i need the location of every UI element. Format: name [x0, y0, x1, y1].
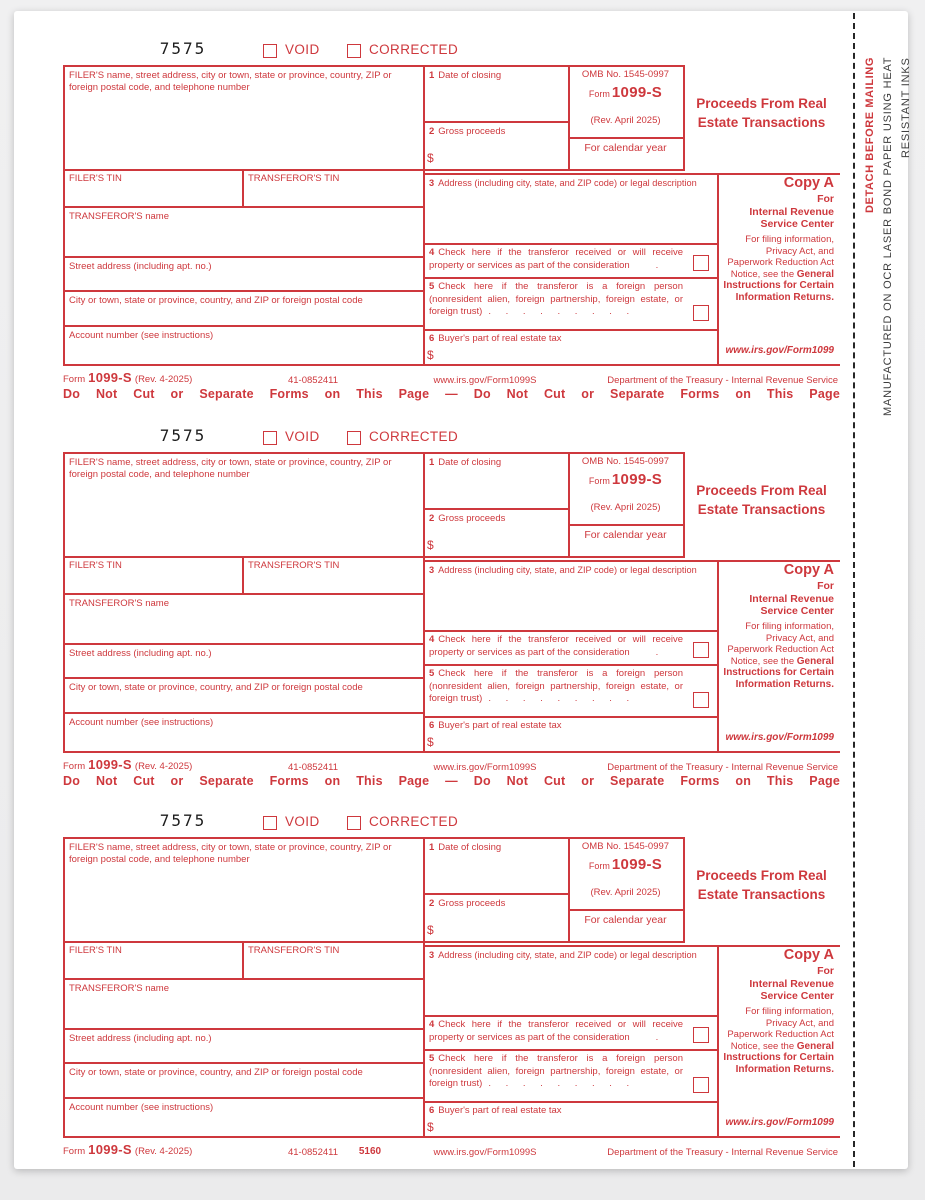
box5-foreign-person	[429, 281, 683, 319]
grid-line	[63, 256, 424, 258]
print-control-number: 7575	[159, 426, 207, 445]
box5-label: Check here if the transferor is a foreign person (nonresident alien, foreign partnership, foreign estate, or foreign trust)	[429, 1053, 683, 1089]
filer-name-field[interactable]: FILER'S name, street address, city or town, state or province, country, ZIP or foreign postal code, and telephone number	[69, 70, 392, 93]
footer-form-name: 1099-S	[88, 757, 132, 772]
box4-number: 4	[429, 247, 435, 258]
copy-a-line2: Service Center	[760, 605, 834, 617]
grid-line	[423, 277, 719, 279]
grid-line	[63, 751, 840, 753]
box1-number: 1	[429, 457, 435, 468]
footer-form-word: Form	[63, 1146, 86, 1157]
grid-line	[63, 1028, 424, 1030]
form-1099s-copy	[63, 39, 842, 409]
copy-a-recipient	[719, 580, 834, 618]
footer-print-code: 5160	[358, 1146, 382, 1157]
grid-line	[423, 121, 568, 123]
box2-label: Gross proceeds	[438, 126, 506, 137]
box4-dot-leader: .	[655, 646, 659, 658]
corrected-label: CORRECTED	[369, 814, 459, 829]
box2-label: Gross proceeds	[438, 513, 506, 524]
transferor-name-field[interactable]: TRANSFEROR'S name	[69, 983, 170, 994]
filer-name-field[interactable]: FILER'S name, street address, city or town, state or province, country, ZIP or foreign postal code, and telephone number	[69, 842, 392, 865]
copy-a-line2: Service Center	[760, 990, 834, 1002]
footer-code: 41-0852411	[287, 375, 338, 386]
box1-number: 1	[429, 70, 435, 81]
notice-bold-text: General Instructions for Certain Information Returns.	[723, 655, 834, 690]
grid-line	[63, 837, 65, 1138]
copy-a-line1: Internal Revenue	[749, 592, 834, 605]
box5-number: 5	[429, 1053, 435, 1064]
box2-dollar-sign: $	[427, 538, 434, 552]
calendar-year-field[interactable]: For calendar year	[584, 529, 667, 541]
corrected-label: CORRECTED	[369, 42, 459, 57]
box3-number: 3	[429, 565, 435, 575]
form-title: Proceeds From Real Estate Transactions	[696, 483, 827, 517]
notice-bold-text: General Instructions for Certain Information Returns.	[723, 268, 834, 303]
copy-a-for-word: For	[817, 965, 834, 977]
box4-checkbox[interactable]	[693, 1027, 709, 1043]
grid-line	[568, 137, 683, 139]
form-name-block	[570, 471, 681, 489]
box2-gross-proceeds[interactable]	[429, 898, 505, 910]
box4-label: Check here if the transferor received or will receive property or services as part of the consideration	[429, 1019, 683, 1043]
transferor-tin-field[interactable]: TRANSFEROR'S TIN	[248, 560, 340, 571]
copy-a-notice	[723, 234, 834, 304]
box6-label: Buyer's part of real estate tax	[438, 333, 562, 344]
grid-line	[242, 941, 244, 978]
copy-a-line1: Internal Revenue	[749, 205, 834, 218]
grid-line	[423, 329, 719, 331]
filer-name-field[interactable]: FILER'S name, street address, city or town, state or province, country, ZIP or foreign postal code, and telephone number	[69, 457, 392, 480]
grid-line	[423, 243, 719, 245]
grid-line	[423, 1049, 719, 1051]
form-name-block	[570, 84, 681, 102]
box3-address-field[interactable]	[429, 178, 715, 190]
box4-label: Check here if the transferor received or will receive property or services as part of the consideration	[429, 634, 683, 658]
corrected-label: CORRECTED	[369, 429, 459, 444]
box5-dot-leader: . . . . . . . . .	[488, 306, 630, 317]
calendar-year-field[interactable]: For calendar year	[584, 142, 667, 154]
box3-label: Address (including city, state, and ZIP code) or legal description	[438, 178, 697, 188]
footer-revision: (Rev. 4-2025)	[134, 761, 193, 772]
grid-line	[423, 508, 568, 510]
filer-tin-field[interactable]: FILER'S TIN	[69, 945, 122, 956]
transferor-tin-field[interactable]: TRANSFEROR'S TIN	[248, 945, 340, 956]
form-1099s-copy	[63, 811, 842, 1181]
filer-tin-field[interactable]: FILER'S TIN	[69, 560, 122, 571]
copy-a-for-word: For	[817, 580, 834, 592]
footer-form-id	[63, 757, 192, 772]
copy-a-for-word: For	[817, 193, 834, 205]
omb-number: OMB No. 1545-0997	[581, 456, 670, 467]
footer-form-name: 1099-S	[88, 1142, 132, 1157]
city-state-zip-field[interactable]: City or town, state or province, country, and ZIP or foreign postal code	[69, 295, 363, 306]
void-label: VOID	[285, 42, 320, 57]
grid-line	[63, 65, 65, 366]
transferor-name-field[interactable]: TRANSFEROR'S name	[69, 211, 170, 222]
grid-line	[63, 593, 424, 595]
copy-a-url: www.irs.gov/Form1099	[725, 345, 834, 356]
form-sheet	[14, 11, 912, 1169]
print-control-number: 7575	[159, 39, 207, 58]
box5-label: Check here if the transferor is a foreign person (nonresident alien, foreign partnership, foreign estate, or foreign trust)	[429, 668, 683, 704]
box5-number: 5	[429, 668, 435, 679]
form-word: Form	[588, 89, 610, 99]
grid-line	[242, 169, 244, 206]
box4-property-services	[429, 634, 683, 659]
box2-number: 2	[429, 513, 435, 524]
corrected-checkbox[interactable]	[347, 816, 361, 830]
grid-line	[63, 837, 685, 839]
form-word: Form	[588, 861, 610, 871]
box4-label: Check here if the transferor received or will receive property or services as part of the consideration	[429, 247, 683, 271]
form-name: 1099-S	[611, 84, 663, 101]
grid-line	[423, 716, 719, 718]
street-address-field[interactable]: Street address (including apt. no.)	[69, 261, 212, 272]
box1-label: Date of closing	[438, 457, 502, 468]
footer-form-id	[63, 1142, 192, 1157]
void-checkbox[interactable]	[263, 816, 277, 830]
footer-form-name: 1099-S	[88, 370, 132, 385]
notice-text: For filing information, Privacy Act, and Paperwork Reduction Act Notice, see the	[727, 621, 834, 667]
form-name: 1099-S	[611, 856, 663, 873]
box3-address-field[interactable]	[429, 950, 715, 962]
box6-dollar-sign: $	[427, 735, 434, 749]
print-control-number: 7575	[159, 811, 207, 830]
grid-line	[63, 206, 424, 208]
box4-checkbox[interactable]	[693, 642, 709, 658]
box6-label: Buyer's part of real estate tax	[438, 1105, 562, 1116]
footer-url: www.irs.gov/Form1099S	[433, 762, 537, 773]
box6-label: Buyer's part of real estate tax	[438, 720, 562, 731]
detach-before-mailing-text: DETACH BEFORE MAILING	[864, 57, 876, 214]
grid-line	[63, 364, 840, 366]
void-label: VOID	[285, 429, 320, 444]
box6-number: 6	[429, 720, 435, 731]
copy-a-recipient	[719, 193, 834, 231]
grid-line	[568, 524, 683, 526]
grid-line	[423, 664, 719, 666]
transferor-tin-field[interactable]: TRANSFEROR'S TIN	[248, 173, 340, 184]
copy-a-line1: Internal Revenue	[749, 977, 834, 990]
copy-a-notice	[723, 1006, 834, 1076]
grid-line	[63, 452, 685, 454]
box4-dot-leader: .	[655, 1031, 659, 1043]
side-margin-text	[861, 57, 912, 487]
box6-buyers-tax[interactable]	[429, 720, 562, 732]
footer-revision: (Rev. 4-2025)	[134, 374, 193, 385]
grid-line	[63, 1062, 424, 1064]
box5-foreign-person	[429, 1053, 683, 1091]
box4-number: 4	[429, 634, 435, 645]
box5-foreign-person	[429, 668, 683, 706]
form-1099s-copy	[63, 426, 842, 796]
footer-form-id	[63, 370, 192, 385]
city-state-zip-field[interactable]: City or town, state or province, country, and ZIP or foreign postal code	[69, 682, 363, 693]
box4-number: 4	[429, 1019, 435, 1030]
omb-number: OMB No. 1545-0997	[581, 841, 670, 852]
footer-revision: (Rev. 4-2025)	[134, 1146, 193, 1157]
corrected-checkbox[interactable]	[347, 431, 361, 445]
copy-a-label: Copy A	[783, 947, 834, 963]
form-word: Form	[588, 476, 610, 486]
box6-dollar-sign: $	[427, 348, 434, 362]
footer-form-word: Form	[63, 761, 86, 772]
calendar-year-field[interactable]: For calendar year	[584, 914, 667, 926]
account-number-field[interactable]: Account number (see instructions)	[69, 717, 214, 728]
revision-date: (Rev. April 2025)	[590, 502, 661, 513]
grid-line	[63, 169, 685, 171]
grid-line	[423, 1101, 719, 1103]
box6-number: 6	[429, 333, 435, 344]
grid-line	[423, 630, 719, 632]
footer-department: Department of the Treasury - Internal Revenue Service	[607, 375, 838, 386]
grid-line	[423, 893, 568, 895]
grid-line	[63, 643, 424, 645]
box2-label: Gross proceeds	[438, 898, 506, 909]
box4-checkbox[interactable]	[693, 255, 709, 271]
footer-form-word: Form	[63, 374, 86, 385]
box5-label: Check here if the transferor is a foreign person (nonresident alien, foreign partnership, foreign estate, or foreign trust)	[429, 281, 683, 317]
void-checkbox[interactable]	[263, 44, 277, 58]
void-label: VOID	[285, 814, 320, 829]
account-number-field[interactable]: Account number (see instructions)	[69, 330, 214, 341]
revision-date: (Rev. April 2025)	[590, 115, 661, 126]
do-not-cut-warning: Do Not Cut or Separate Forms on This Page — Do Not Cut or Separate Forms on This Page	[63, 387, 840, 401]
box6-number: 6	[429, 1105, 435, 1116]
copy-a-line2: Service Center	[760, 218, 834, 230]
grid-line	[63, 452, 65, 753]
form-name-block	[570, 856, 681, 874]
box3-label: Address (including city, state, and ZIP code) or legal description	[438, 950, 697, 960]
box2-gross-proceeds[interactable]	[429, 126, 505, 138]
grid-line	[63, 978, 424, 980]
box1-label: Date of closing	[438, 842, 502, 853]
copy-a-label: Copy A	[783, 562, 834, 578]
grid-line	[423, 452, 425, 753]
box1-date-of-closing[interactable]	[429, 842, 501, 854]
box1-date-of-closing[interactable]	[429, 457, 501, 469]
grid-line	[63, 325, 424, 327]
footer-code: 41-0852411	[287, 1147, 338, 1158]
box6-dollar-sign: $	[427, 1120, 434, 1134]
grid-line	[63, 290, 424, 292]
footer-url: www.irs.gov/Form1099S	[433, 375, 537, 386]
grid-line	[423, 65, 425, 366]
box6-buyers-tax[interactable]	[429, 1105, 562, 1117]
void-checkbox[interactable]	[263, 431, 277, 445]
copy-a-notice	[723, 621, 834, 691]
grid-line	[63, 1097, 424, 1099]
notice-bold-text: General Instructions for Certain Information Returns.	[723, 1040, 834, 1075]
grid-line	[63, 712, 424, 714]
box4-property-services	[429, 1019, 683, 1044]
box5-checkbox[interactable]	[693, 305, 709, 321]
corrected-checkbox[interactable]	[347, 44, 361, 58]
copy-a-url: www.irs.gov/Form1099	[725, 1117, 834, 1128]
box5-dot-leader: . . . . . . . . .	[488, 1078, 630, 1089]
form-title: Proceeds From Real Estate Transactions	[696, 96, 827, 130]
footer-department: Department of the Treasury - Internal Revenue Service	[607, 1147, 838, 1158]
street-address-field[interactable]: Street address (including apt. no.)	[69, 648, 212, 659]
copy-a-label: Copy A	[783, 175, 834, 191]
form-title: Proceeds From Real Estate Transactions	[696, 868, 827, 902]
box3-address-field[interactable]	[429, 565, 715, 577]
box1-number: 1	[429, 842, 435, 853]
omb-number: OMB No. 1545-0997	[581, 69, 670, 80]
box3-number: 3	[429, 178, 435, 188]
notice-text: For filing information, Privacy Act, and Paperwork Reduction Act Notice, see the	[727, 234, 834, 280]
box2-number: 2	[429, 898, 435, 909]
city-state-zip-field[interactable]: City or town, state or province, country, and ZIP or foreign postal code	[69, 1067, 363, 1078]
footer-code: 41-0852411	[287, 762, 338, 773]
box2-dollar-sign: $	[427, 151, 434, 165]
box4-property-services	[429, 247, 683, 272]
grid-line	[423, 837, 425, 1138]
box2-gross-proceeds[interactable]	[429, 513, 505, 525]
box1-label: Date of closing	[438, 70, 502, 81]
box3-label: Address (including city, state, and ZIP code) or legal description	[438, 565, 697, 575]
form-name: 1099-S	[611, 471, 663, 488]
footer-url: www.irs.gov/Form1099S	[433, 1147, 537, 1158]
box2-number: 2	[429, 126, 435, 137]
footer-department: Department of the Treasury - Internal Revenue Service	[607, 762, 838, 773]
box5-checkbox[interactable]	[693, 692, 709, 708]
copy-a-url: www.irs.gov/Form1099	[725, 732, 834, 743]
grid-line	[63, 65, 685, 67]
box5-dot-leader: . . . . . . . . .	[488, 693, 630, 704]
box1-date-of-closing[interactable]	[429, 70, 501, 82]
box5-checkbox[interactable]	[693, 1077, 709, 1093]
box2-dollar-sign: $	[427, 923, 434, 937]
grid-line	[63, 941, 685, 943]
perforation-dashed-line	[853, 13, 855, 1167]
account-number-field[interactable]: Account number (see instructions)	[69, 1102, 214, 1113]
notice-text: For filing information, Privacy Act, and Paperwork Reduction Act Notice, see the	[727, 1006, 834, 1052]
grid-line	[242, 556, 244, 593]
box5-number: 5	[429, 281, 435, 292]
manufactured-paper-text: MANUFACTURED ON OCR LASER BOND PAPER USING HEAT RESISTANT INKS	[882, 57, 912, 417]
box3-number: 3	[429, 950, 435, 960]
revision-date: (Rev. April 2025)	[590, 887, 661, 898]
transferor-name-field[interactable]: TRANSFEROR'S name	[69, 598, 170, 609]
grid-line	[423, 1015, 719, 1017]
grid-line	[63, 556, 685, 558]
copy-a-recipient	[719, 965, 834, 1003]
grid-line	[63, 677, 424, 679]
grid-line	[568, 909, 683, 911]
box4-dot-leader: .	[655, 259, 659, 271]
filer-tin-field[interactable]: FILER'S TIN	[69, 173, 122, 184]
do-not-cut-warning: Do Not Cut or Separate Forms on This Page — Do Not Cut or Separate Forms on This Page	[63, 774, 840, 788]
grid-line	[63, 1136, 840, 1138]
street-address-field[interactable]: Street address (including apt. no.)	[69, 1033, 212, 1044]
box6-buyers-tax[interactable]	[429, 333, 562, 345]
